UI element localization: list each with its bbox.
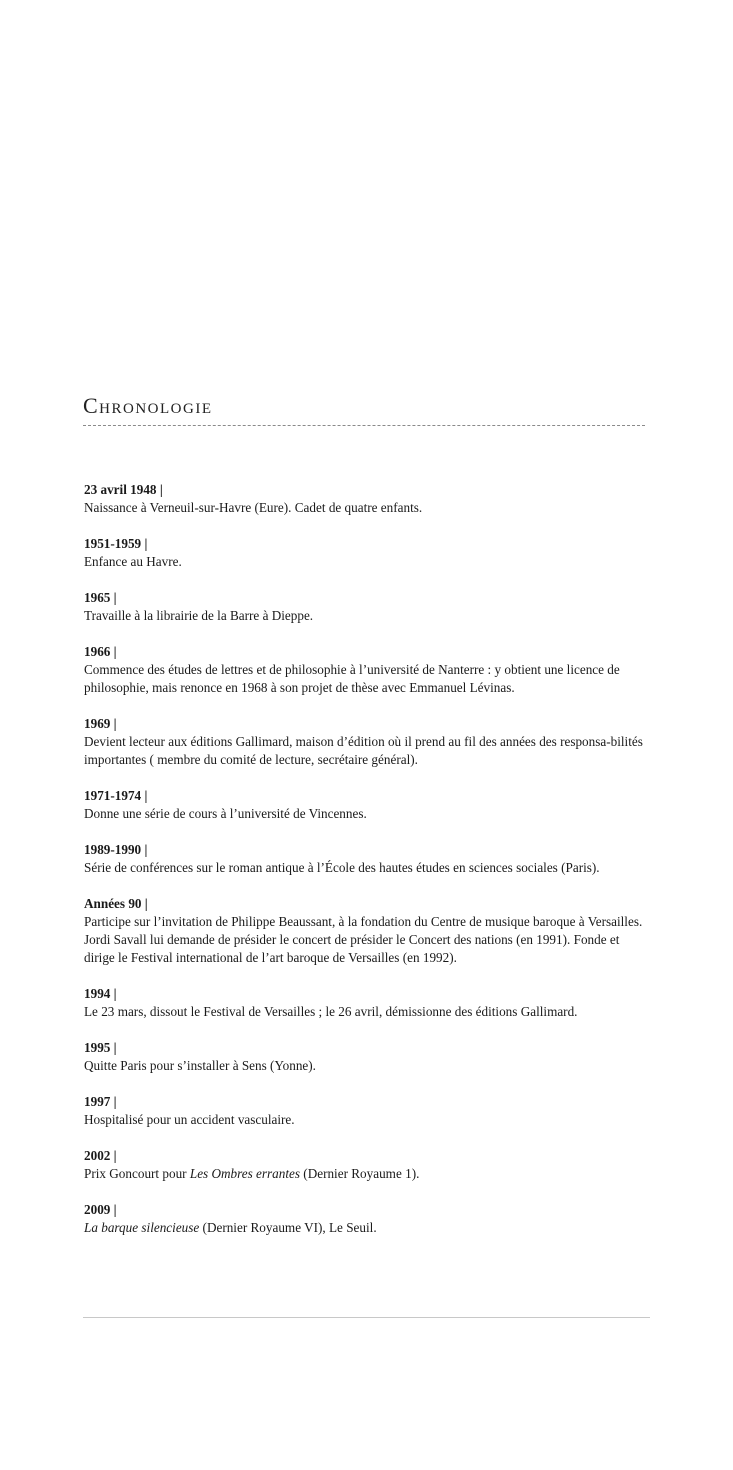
chronology-entry xyxy=(84,985,649,1021)
entry-date: 1969 | xyxy=(84,716,117,731)
chronology-entry xyxy=(84,643,649,697)
entry-text-segment: Commence des études de lettres et de philosophie à l’université de Nanterre : y obtient une licence de philosophie, mais renonce en 1968 à son projet de thèse avec Emmanuel Lévinas. xyxy=(84,662,620,695)
entry-text xyxy=(84,1003,649,1021)
entry-text xyxy=(84,859,649,877)
book-title: Les Ombres errantes xyxy=(189,1166,300,1181)
chronology-entry xyxy=(84,589,649,625)
entry-text-segment: Quitte Paris pour s’installer à Sens (Yonne). xyxy=(84,1058,316,1073)
entry-date: 1971-1974 | xyxy=(84,788,148,803)
entry-text xyxy=(84,733,649,769)
chronology-list xyxy=(84,481,649,1255)
entry-text-segment: Enfance au Havre. xyxy=(84,554,182,569)
entry-date: 1951-1959 | xyxy=(84,536,148,551)
chronology-entry xyxy=(84,481,649,517)
entry-date: 2009 | xyxy=(84,1202,117,1217)
chronology-entry xyxy=(84,1147,649,1183)
entry-text-segment: Participe sur l’invitation de Philippe Beaussant, à la fondation du Centre de musique baroque à Versailles. Jordi Savall lui demande de présider le concert de présider le Concert des nations (en 1991). Fonde et dirige le Festival international de l’art baroque de Versailles (en 1992). xyxy=(84,914,643,965)
page-title: Chronologie xyxy=(83,393,213,418)
entry-date: 1994 | xyxy=(84,986,117,1001)
entry-text xyxy=(84,661,649,697)
entry-text xyxy=(84,805,649,823)
entry-date: Années 90 | xyxy=(84,896,148,911)
entry-date: 2002 | xyxy=(84,1148,117,1163)
chronology-entry xyxy=(84,535,649,571)
entry-date: 23 avril 1948 | xyxy=(84,482,163,497)
entry-text-segment: Prix Goncourt pour xyxy=(84,1166,190,1181)
chronology-entry xyxy=(84,1093,649,1129)
chronology-entry xyxy=(84,841,649,877)
entry-text xyxy=(84,499,649,517)
entry-text xyxy=(84,1219,649,1237)
entry-date: 1965 | xyxy=(84,590,117,605)
entry-date: 1997 | xyxy=(84,1094,117,1109)
entry-text-segment: Hospitalisé pour un accident vasculaire. xyxy=(84,1112,295,1127)
entry-text xyxy=(84,553,649,571)
entry-date: 1995 | xyxy=(84,1040,117,1055)
entry-text xyxy=(84,1165,649,1183)
entry-text-segment: Donne une série de cours à l’université de Vincennes. xyxy=(84,806,367,821)
chronology-entry xyxy=(84,1039,649,1075)
entry-text-segment: Naissance à Verneuil-sur-Havre (Eure). Cadet de quatre enfants. xyxy=(84,500,423,515)
entry-text-segment: Devient lecteur aux éditions Gallimard, maison d’édition où il prend au fil des années des responsa-bilités importantes ( membre du comité de lecture, secrétaire général). xyxy=(84,734,643,767)
chronology-entry xyxy=(84,787,649,823)
book-title: La barque silencieuse xyxy=(84,1220,200,1235)
entry-date: 1989-1990 | xyxy=(84,842,148,857)
chronology-entry xyxy=(84,715,649,769)
entry-text-segment: (Dernier Royaume VI), Le Seuil. xyxy=(199,1220,377,1235)
entry-text xyxy=(84,1057,649,1075)
entry-text xyxy=(84,1111,649,1129)
bottom-divider xyxy=(83,1317,650,1318)
entry-text xyxy=(84,913,649,967)
entry-text-segment: Série de conférences sur le roman antique à l’École des hautes études en sciences sociales (Paris). xyxy=(84,860,600,875)
chronology-entry xyxy=(84,1201,649,1237)
entry-date: 1966 | xyxy=(84,644,117,659)
title-divider xyxy=(83,425,645,426)
chronology-entry xyxy=(84,895,649,967)
entry-text-segment: (Dernier Royaume 1). xyxy=(300,1166,420,1181)
entry-text-segment: Travaille à la librairie de la Barre à Dieppe. xyxy=(84,608,314,623)
entry-text xyxy=(84,607,649,625)
entry-text-segment: Le 23 mars, dissout le Festival de Versailles ; le 26 avril, démissionne des éditions Gallimard. xyxy=(84,1004,578,1019)
